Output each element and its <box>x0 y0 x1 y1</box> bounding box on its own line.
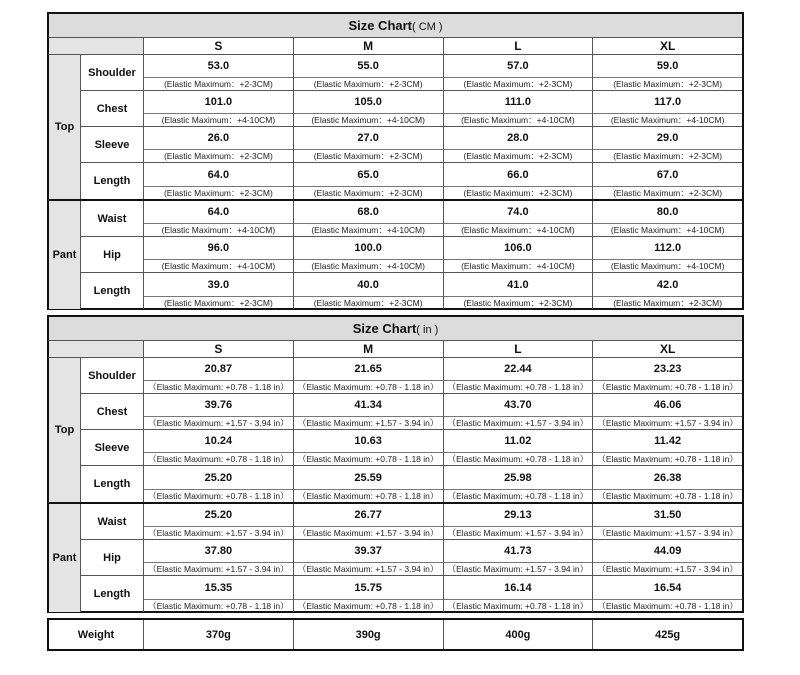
size-cell <box>294 237 444 272</box>
group-label: Top <box>49 358 81 502</box>
size-header: L <box>444 38 594 54</box>
elastic-note: （Elastic Maximum: +0.78 - 1.18 in） <box>593 599 742 612</box>
size-cell <box>444 358 594 393</box>
size-cell <box>444 466 594 502</box>
measurement-row <box>81 237 742 273</box>
size-cell <box>444 163 594 199</box>
group-rows <box>81 201 742 309</box>
weight-label: Weight <box>49 620 144 649</box>
measurement-value: 37.80 <box>204 545 233 557</box>
elastic-note: （Elastic Maximum: +1.57 - 3.94 in） <box>444 562 593 575</box>
elastic-note: (Elastic Maximum：+2-3CM) <box>144 186 293 199</box>
size-header: M <box>294 38 444 54</box>
measurement-value: 25.59 <box>354 471 382 484</box>
measurement-row <box>81 430 742 466</box>
measurement-value: 44.09 <box>653 545 682 557</box>
elastic-note: (Elastic Maximum：+4-10CM) <box>593 223 742 236</box>
size-cell <box>144 504 294 539</box>
elastic-note: (Elastic Maximum：+2-3CM) <box>144 296 293 309</box>
measurement-value: 28.0 <box>507 132 529 144</box>
measurement-value: 31.50 <box>653 509 682 521</box>
measurement-row <box>81 273 742 309</box>
size-cell <box>593 394 742 429</box>
size-cell <box>144 358 294 393</box>
weight-value: 370g <box>144 620 294 649</box>
elastic-note: （Elastic Maximum: +1.57 - 3.94 in） <box>294 562 443 575</box>
elastic-note: （Elastic Maximum: +0.78 - 1.18 in） <box>593 489 742 502</box>
chart-title <box>49 14 742 38</box>
measurement-label: Hip <box>81 540 144 575</box>
size-cell <box>593 201 742 236</box>
elastic-note: (Elastic Maximum：+2-3CM) <box>444 77 593 90</box>
measurement-value: 67.0 <box>656 168 679 181</box>
size-header-row <box>49 38 742 55</box>
size-cell <box>294 576 444 612</box>
measurement-value: 39.76 <box>204 399 233 411</box>
size-cell <box>593 576 742 612</box>
measurement-value: 40.0 <box>357 278 379 291</box>
elastic-note: （Elastic Maximum: +1.57 - 3.94 in） <box>593 416 742 429</box>
measurement-row <box>81 466 742 502</box>
measurement-value: 53.0 <box>207 60 230 72</box>
elastic-note: （Elastic Maximum: +1.57 - 3.94 in） <box>144 562 293 575</box>
measurement-label: Shoulder <box>81 55 144 90</box>
elastic-note: (Elastic Maximum：+2-3CM) <box>593 296 742 309</box>
group-rows <box>81 358 742 502</box>
row-group-top <box>49 55 742 201</box>
chart-body <box>49 358 742 612</box>
elastic-note: （Elastic Maximum: +0.78 - 1.18 in） <box>444 380 593 393</box>
measurement-value: 39.37 <box>354 545 382 557</box>
measurement-value: 11.02 <box>504 435 532 447</box>
measurement-label: Sleeve <box>81 430 144 465</box>
weight-row <box>47 618 744 651</box>
measurement-row <box>81 358 742 394</box>
group-label: Pant <box>49 201 81 309</box>
elastic-note: （Elastic Maximum: +0.78 - 1.18 in） <box>294 489 443 502</box>
measurement-value: 41.0 <box>507 278 529 291</box>
elastic-note: (Elastic Maximum：+2-3CM) <box>294 186 443 199</box>
elastic-note: （Elastic Maximum: +0.78 - 1.18 in） <box>294 452 443 465</box>
elastic-note: （Elastic Maximum: +1.57 - 3.94 in） <box>444 416 593 429</box>
weight-value: 400g <box>444 620 594 649</box>
measurement-row <box>81 576 742 612</box>
group-rows <box>81 504 742 612</box>
elastic-note: （Elastic Maximum: +0.78 - 1.18 in） <box>444 452 593 465</box>
size-cell <box>593 504 742 539</box>
elastic-note: (Elastic Maximum：+4-10CM) <box>444 223 593 236</box>
size-cell <box>294 127 444 162</box>
size-cell <box>593 91 742 126</box>
elastic-note: （Elastic Maximum: +0.78 - 1.18 in） <box>294 380 443 393</box>
elastic-note: (Elastic Maximum：+2-3CM) <box>444 186 593 199</box>
measurement-value: 41.73 <box>504 545 532 557</box>
size-cell <box>144 394 294 429</box>
measurement-label: Length <box>81 576 144 612</box>
measurement-value: 39.0 <box>207 278 230 291</box>
size-header-row <box>49 341 742 358</box>
measurement-label: Waist <box>81 201 144 236</box>
measurement-row <box>81 504 742 540</box>
elastic-note: （Elastic Maximum: +0.78 - 1.18 in） <box>593 380 742 393</box>
measurement-row <box>81 163 742 199</box>
size-chart-cm <box>47 12 744 310</box>
elastic-note: (Elastic Maximum：+4-10CM) <box>444 259 593 272</box>
size-cell <box>444 127 594 162</box>
measurement-value: 41.34 <box>354 399 382 411</box>
elastic-note: (Elastic Maximum：+2-3CM) <box>593 149 742 162</box>
measurement-value: 23.23 <box>653 363 682 375</box>
measurement-value: 106.0 <box>504 242 532 254</box>
measurement-row <box>81 127 742 163</box>
measurement-value: 15.35 <box>204 581 233 594</box>
measurement-label: Chest <box>81 91 144 126</box>
elastic-note: （Elastic Maximum: +1.57 - 3.94 in） <box>444 526 593 539</box>
measurement-label: Length <box>81 163 144 199</box>
size-header: L <box>444 341 594 357</box>
row-group-pant <box>49 201 742 309</box>
size-header: M <box>294 341 444 357</box>
row-group-top <box>49 358 742 504</box>
elastic-note: (Elastic Maximum：+2-3CM) <box>294 296 443 309</box>
size-cell <box>294 466 444 502</box>
measurement-value: 64.0 <box>207 168 230 181</box>
measurement-value: 117.0 <box>654 96 682 108</box>
group-label: Pant <box>49 504 81 612</box>
size-cell <box>593 273 742 309</box>
measurement-value: 25.98 <box>504 471 532 484</box>
size-header: XL <box>659 39 676 53</box>
elastic-note: (Elastic Maximum：+4-10CM) <box>144 259 293 272</box>
weight-value: 390g <box>294 620 444 649</box>
measurement-label: Length <box>81 273 144 309</box>
size-cell <box>144 201 294 236</box>
measurement-row <box>81 55 742 91</box>
elastic-note: （Elastic Maximum: +1.57 - 3.94 in） <box>593 526 742 539</box>
size-cell <box>444 55 594 90</box>
weight-value: 425g <box>655 628 681 641</box>
measurement-value: 27.0 <box>357 132 379 144</box>
measurement-value: 15.75 <box>354 581 382 594</box>
measurement-value: 26.0 <box>207 132 230 144</box>
size-cell <box>294 430 444 465</box>
elastic-note: (Elastic Maximum：+2-3CM) <box>144 149 293 162</box>
measurement-value: 96.0 <box>207 242 230 254</box>
measurement-row <box>81 201 742 237</box>
measurement-value: 11.42 <box>654 435 682 447</box>
size-cell <box>144 91 294 126</box>
chart-title-text: Size Chart <box>352 321 417 336</box>
measurement-value: 101.0 <box>204 96 233 108</box>
size-cell <box>294 394 444 429</box>
elastic-note: （Elastic Maximum: +0.78 - 1.18 in） <box>444 599 593 612</box>
size-cell <box>444 540 594 575</box>
size-cell <box>294 540 444 575</box>
measurement-value: 46.06 <box>653 399 682 411</box>
measurement-value: 16.54 <box>653 581 682 594</box>
measurement-value: 112.0 <box>654 242 682 254</box>
size-cell <box>593 540 742 575</box>
size-cell <box>144 273 294 309</box>
chart-title <box>49 317 742 341</box>
group-label: Top <box>49 55 81 199</box>
size-cell <box>294 163 444 199</box>
size-cell <box>444 576 594 612</box>
measurement-value: 20.87 <box>204 363 233 375</box>
size-cell <box>294 55 444 90</box>
size-cell <box>593 163 742 199</box>
size-cell <box>294 91 444 126</box>
chart-title-text: Size Chart <box>348 18 413 33</box>
elastic-note: （Elastic Maximum: +1.57 - 3.94 in） <box>144 526 293 539</box>
elastic-note: (Elastic Maximum：+2-3CM) <box>593 77 742 90</box>
size-cell <box>144 163 294 199</box>
size-cell <box>444 273 594 309</box>
measurement-value: 59.0 <box>656 60 679 72</box>
elastic-note: （Elastic Maximum: +1.57 - 3.94 in） <box>294 526 443 539</box>
elastic-note: （Elastic Maximum: +0.78 - 1.18 in） <box>144 380 293 393</box>
size-cell <box>444 430 594 465</box>
measurement-value: 55.0 <box>357 60 379 72</box>
size-cell <box>294 504 444 539</box>
elastic-note: （Elastic Maximum: +0.78 - 1.18 in） <box>144 489 293 502</box>
size-cell <box>593 237 742 272</box>
size-cell <box>294 358 444 393</box>
row-group-pant <box>49 504 742 612</box>
chart-body <box>49 55 742 309</box>
measurement-value: 100.0 <box>354 242 382 254</box>
elastic-note: (Elastic Maximum：+4-10CM) <box>294 259 443 272</box>
size-cell <box>444 91 594 126</box>
size-cell <box>144 576 294 612</box>
measurement-value: 65.0 <box>357 168 379 181</box>
elastic-note: (Elastic Maximum：+2-3CM) <box>294 77 443 90</box>
measurement-value: 68.0 <box>357 206 379 218</box>
size-cell <box>444 201 594 236</box>
measurement-value: 66.0 <box>507 168 529 181</box>
elastic-note: (Elastic Maximum：+4-10CM) <box>294 223 443 236</box>
elastic-note: (Elastic Maximum：+2-3CM) <box>444 296 593 309</box>
measurement-label: Waist <box>81 504 144 539</box>
elastic-note: （Elastic Maximum: +1.57 - 3.94 in） <box>144 416 293 429</box>
size-chart-inch <box>47 315 744 613</box>
elastic-note: （Elastic Maximum: +0.78 - 1.18 in） <box>593 452 742 465</box>
elastic-note: (Elastic Maximum：+2-3CM) <box>593 186 742 199</box>
chart-title-unit: ( in ) <box>416 324 439 336</box>
group-rows <box>81 55 742 199</box>
elastic-note: (Elastic Maximum：+4-10CM) <box>593 259 742 272</box>
size-cell <box>444 237 594 272</box>
header-blank <box>49 341 144 357</box>
size-cell <box>144 466 294 502</box>
size-cell <box>444 394 594 429</box>
measurement-value: 57.0 <box>507 60 529 72</box>
chart-title-unit: ( CM ) <box>412 21 443 33</box>
measurement-value: 26.77 <box>354 509 382 521</box>
measurement-value: 111.0 <box>504 96 532 108</box>
measurement-value: 22.44 <box>504 363 532 375</box>
size-cell <box>593 358 742 393</box>
elastic-note: （Elastic Maximum: +0.78 - 1.18 in） <box>144 599 293 612</box>
measurement-value: 105.0 <box>354 96 382 108</box>
elastic-note: (Elastic Maximum：+4-10CM) <box>144 113 293 126</box>
size-cell <box>294 201 444 236</box>
size-cell <box>144 540 294 575</box>
size-cell <box>593 127 742 162</box>
measurement-value: 29.13 <box>504 509 532 521</box>
size-cell <box>593 466 742 502</box>
header-blank <box>49 38 144 54</box>
measurement-value: 43.70 <box>504 399 532 411</box>
measurement-value: 42.0 <box>656 278 679 291</box>
measurement-value: 29.0 <box>656 132 679 144</box>
measurement-value: 80.0 <box>656 206 679 218</box>
elastic-note: （Elastic Maximum: +1.57 - 3.94 in） <box>294 416 443 429</box>
measurement-value: 64.0 <box>207 206 230 218</box>
measurement-label: Length <box>81 466 144 502</box>
measurement-label: Chest <box>81 394 144 429</box>
elastic-note: （Elastic Maximum: +0.78 - 1.18 in） <box>294 599 443 612</box>
measurement-value: 21.65 <box>354 363 382 375</box>
size-cell <box>144 55 294 90</box>
size-cell <box>144 430 294 465</box>
elastic-note: （Elastic Maximum: +0.78 - 1.18 in） <box>444 489 593 502</box>
size-cell <box>144 237 294 272</box>
measurement-value: 25.20 <box>204 509 233 521</box>
elastic-note: (Elastic Maximum：+2-3CM) <box>444 149 593 162</box>
elastic-note: (Elastic Maximum：+4-10CM) <box>294 113 443 126</box>
measurement-value: 10.24 <box>204 435 233 447</box>
size-cell <box>444 504 594 539</box>
measurement-label: Hip <box>81 237 144 272</box>
elastic-note: （Elastic Maximum: +1.57 - 3.94 in） <box>593 562 742 575</box>
size-cell <box>294 273 444 309</box>
elastic-note: (Elastic Maximum：+4-10CM) <box>444 113 593 126</box>
size-header: S <box>144 38 294 54</box>
measurement-value: 25.20 <box>204 471 233 484</box>
measurement-label: Shoulder <box>81 358 144 393</box>
measurement-value: 74.0 <box>507 206 529 218</box>
elastic-note: (Elastic Maximum：+4-10CM) <box>144 223 293 236</box>
elastic-note: (Elastic Maximum：+2-3CM) <box>144 77 293 90</box>
elastic-note: (Elastic Maximum：+2-3CM) <box>294 149 443 162</box>
measurement-row <box>81 394 742 430</box>
size-header: S <box>144 341 294 357</box>
measurement-value: 26.38 <box>653 471 682 484</box>
size-cell <box>144 127 294 162</box>
measurement-row <box>81 540 742 576</box>
measurement-row <box>81 91 742 127</box>
size-header: XL <box>659 342 676 356</box>
elastic-note: （Elastic Maximum: +0.78 - 1.18 in） <box>144 452 293 465</box>
size-cell <box>593 430 742 465</box>
measurement-label: Sleeve <box>81 127 144 162</box>
elastic-note: (Elastic Maximum：+4-10CM) <box>593 113 742 126</box>
size-cell <box>593 55 742 90</box>
measurement-value: 10.63 <box>354 435 382 447</box>
measurement-value: 16.14 <box>504 581 532 594</box>
